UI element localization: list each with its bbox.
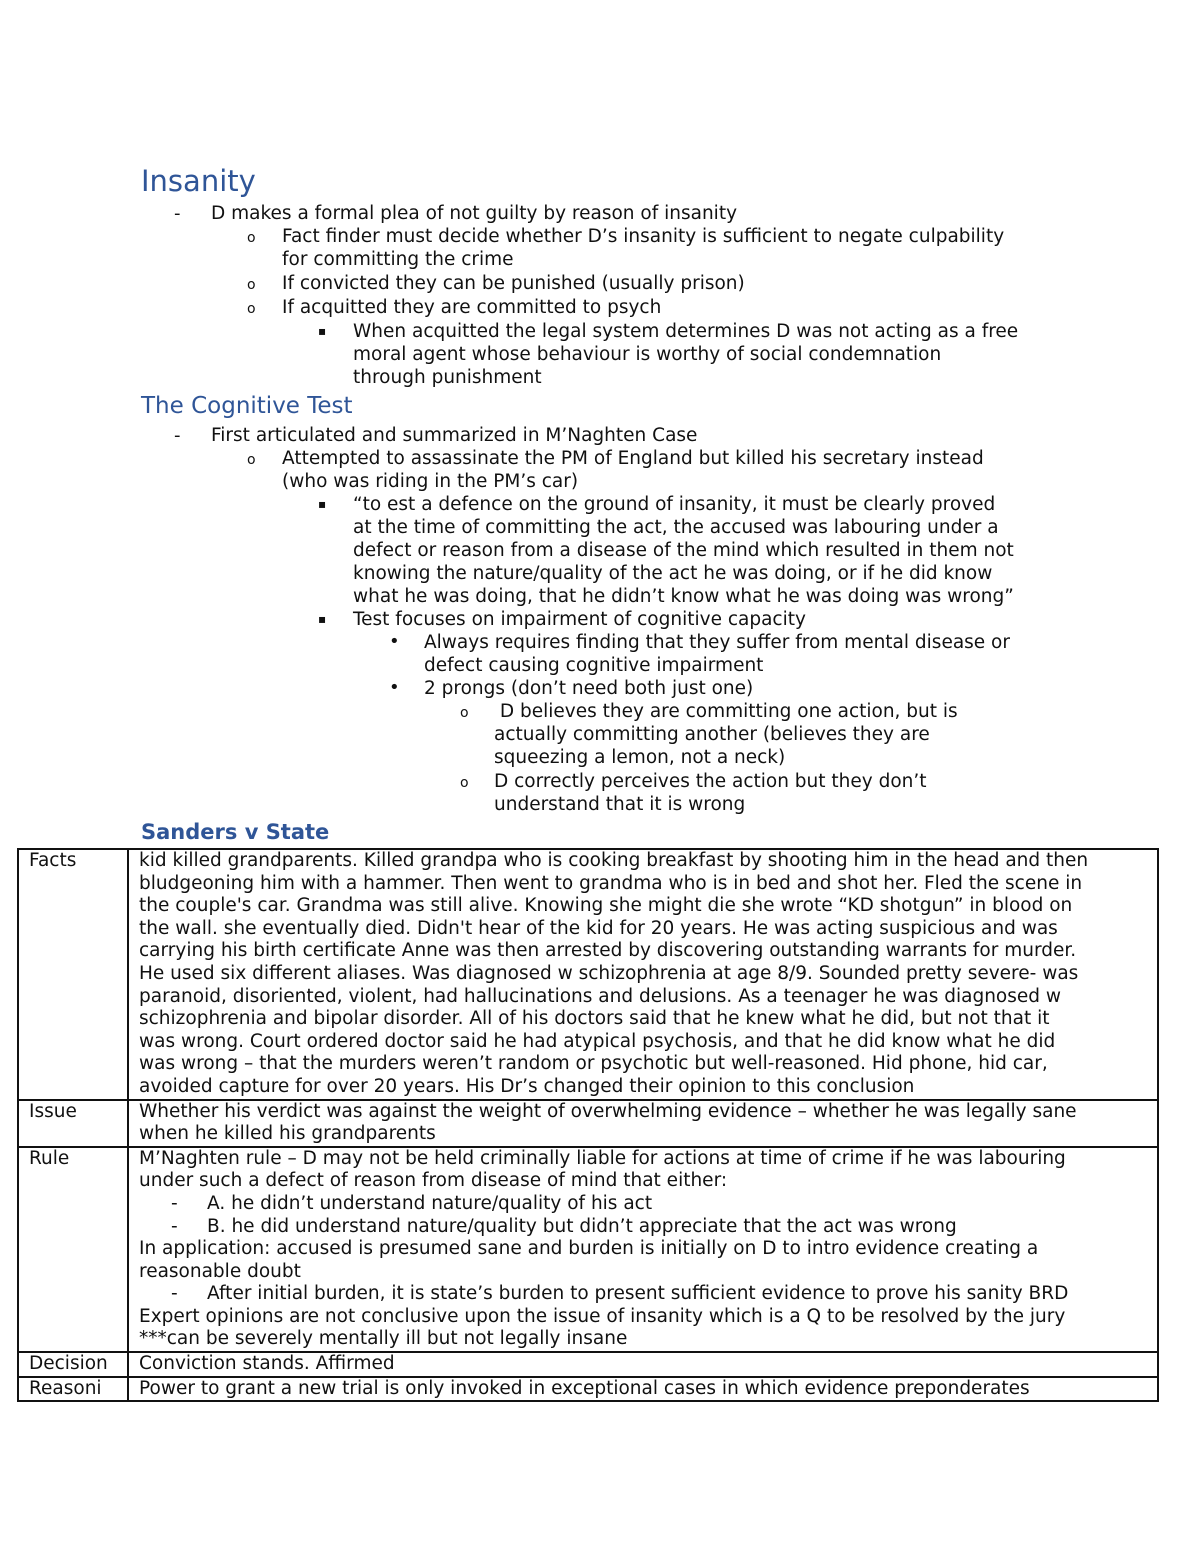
facts-line: schizophrenia and bipolar disorder. All of his doctors said that he knew what he did, but not that it [139, 1008, 1050, 1030]
table-row [18, 1352, 1158, 1377]
intro-line: D makes a formal plea of not guilty by reason of insanity [211, 203, 738, 224]
facts-line: kid killed grandparents. Killed grandpa who is cooking breakfast by shooting him in the head and then [139, 850, 1089, 871]
circle-bullet: o [460, 775, 469, 791]
issue-label: Issue [18, 1100, 128, 1147]
cog-line: (who was riding in the PM’s car) [282, 471, 579, 492]
rule-line: M’Naghten rule – D may not be held criminally liable for actions at time of crime if he was labouring [139, 1147, 1066, 1169]
quote-line: what he was doing, that he didn’t know what he was doing was wrong” [353, 586, 1014, 607]
dash-bullet: - [171, 1192, 178, 1214]
dash-bullet: - [174, 425, 181, 446]
dot-bullet: • [389, 631, 400, 652]
dot-bullet: • [389, 677, 400, 698]
rule-line: under such a defect of reason from disease of mind that either: [139, 1170, 728, 1192]
intro-line: When acquitted the legal system determines D was not acting as a free [353, 321, 1019, 342]
decision-line: Conviction stands. Affirmed [139, 1353, 395, 1375]
intro-line: moral agent whose behaviour is worthy of social condemnation [353, 344, 942, 365]
facts-line: bludgeoning him with a hammer. Then went to grandma who is in bed and shot her. Fled the scene in [139, 872, 1083, 894]
dash-bullet: - [171, 1215, 178, 1237]
table-row [18, 1100, 1158, 1147]
issue-line: when he killed his grandparents [139, 1123, 436, 1145]
facts-line: He used six different aliases. Was diagnosed w schizophrenia at age 8/9. Sounded pretty severe- was [139, 962, 1079, 984]
decision-cell [128, 1352, 1158, 1377]
rule-burden: After initial burden, it is state’s burden to present sufficient evidence to prove his sanity BRD [207, 1283, 1069, 1305]
dash-bullet: - [174, 203, 181, 224]
cog-line: 2 prongs (don’t need both just one) [424, 678, 754, 699]
cog-line: Test focuses on impairment of cognitive capacity [353, 609, 806, 630]
cog-line: Always requires finding that they suffer from mental disease or [424, 632, 1010, 653]
circle-bullet: o [460, 705, 469, 721]
circle-bullet: o [247, 301, 256, 317]
rule-subbullet [139, 1193, 1147, 1216]
rule-line: reasonable doubt [139, 1260, 301, 1282]
rule-cell [128, 1147, 1158, 1352]
facts-line: the couple's car. Grandma was still alive. Knowing she might die she wrote “KD shotgun” in blood on [139, 895, 1073, 917]
facts-line: the wall. she eventually died. Didn't hear of the kid for 20 years. He was acting suspicious and was [139, 917, 1058, 939]
prong-line: D believes they are committing one action, but is [494, 701, 958, 722]
facts-line: avoided capture for over 20 years. His Dr’s changed their opinion to this conclusion [139, 1075, 915, 1097]
cog-line: defect causing cognitive impairment [424, 655, 764, 676]
facts-line: was wrong. Court ordered doctor said he had atypical psychosis, and that he did know what he did [139, 1030, 1056, 1052]
dash-bullet: - [171, 1283, 178, 1305]
prong-line: actually committing another (believes they are [494, 724, 930, 745]
quote-line: at the time of committing the act, the accused was labouring under a [353, 517, 999, 538]
rule-line: Expert opinions are not conclusive upon the issue of insanity which is a Q to be resolved by the jury [139, 1305, 1066, 1327]
intro-line: for committing the crime [282, 249, 514, 270]
reasoning-label: Reasoni [18, 1377, 128, 1402]
quote-line: “to est a defence on the ground of insanity, it must be clearly proved [353, 494, 996, 515]
intro-line: through punishment [353, 367, 542, 388]
rule-option-b: B. he did understand nature/quality but didn’t appreciate that the act was wrong [207, 1215, 957, 1237]
facts-label: Facts [18, 849, 128, 1100]
rule-line: In application: accused is presumed sane and burden is initially on D to intro evidence creating a [139, 1238, 1039, 1260]
intro-line: Fact finder must decide whether D’s insanity is sufficient to negate culpability [282, 226, 1005, 247]
cog-line: First articulated and summarized in M’Naghten Case [211, 425, 698, 446]
quote-line: knowing the nature/quality of the act he was doing, or if he did know [353, 563, 993, 584]
section-heading-cognitive-test: The Cognitive Test [141, 393, 353, 419]
cog-line: Attempted to assassinate the PM of England but killed his secretary instead [282, 448, 984, 469]
rule-subbullet [139, 1283, 1147, 1306]
square-bullet: ▪ [318, 612, 327, 626]
facts-cell [128, 849, 1158, 1100]
square-bullet: ▪ [318, 324, 327, 338]
table-row [18, 1147, 1158, 1352]
issue-line: Whether his verdict was against the weight of overwhelming evidence – whether he was legally sane [139, 1100, 1077, 1122]
page-title: Insanity [141, 164, 256, 198]
circle-bullet: o [247, 230, 256, 246]
prong-line: D correctly perceives the action but they don’t [494, 771, 927, 792]
reasoning-cell [128, 1377, 1158, 1402]
prong-line: squeezing a lemon, not a neck) [494, 747, 786, 768]
prong-line: understand that it is wrong [494, 794, 746, 815]
case-heading: Sanders v State [141, 820, 330, 844]
intro-line: If convicted they can be punished (usually prison) [282, 273, 745, 294]
case-brief-table [17, 848, 1159, 1402]
circle-bullet: o [247, 452, 256, 468]
rule-label: Rule [18, 1147, 128, 1352]
decision-label: Decision [18, 1352, 128, 1377]
square-bullet: ▪ [318, 497, 327, 511]
facts-line: was wrong – that the murders weren’t random or psychotic but well-reasoned. Hid phone, hid car, [139, 1053, 1048, 1075]
reasoning-line: Power to grant a new trial is only invoked in exceptional cases in which evidence preponderates [139, 1377, 1030, 1399]
quote-line: defect or reason from a disease of the mind which resulted in them not [353, 540, 1014, 561]
rule-subbullet [139, 1216, 1147, 1239]
table-row [18, 1377, 1158, 1402]
rule-option-a: A. he didn’t understand nature/quality of his act [207, 1192, 653, 1214]
intro-line: If acquitted they are committed to psych [282, 297, 662, 318]
facts-line: carrying his birth certificate Anne was then arrested by discovering outstanding warrants for murder. [139, 940, 1077, 962]
facts-line: paranoid, disoriented, violent, had hallucinations and delusions. As a teenager he was diagnosed w [139, 985, 1062, 1007]
table-row [18, 849, 1158, 1100]
circle-bullet: o [247, 277, 256, 293]
issue-cell [128, 1100, 1158, 1147]
rule-line: ***can be severely mentally ill but not legally insane [139, 1328, 628, 1350]
